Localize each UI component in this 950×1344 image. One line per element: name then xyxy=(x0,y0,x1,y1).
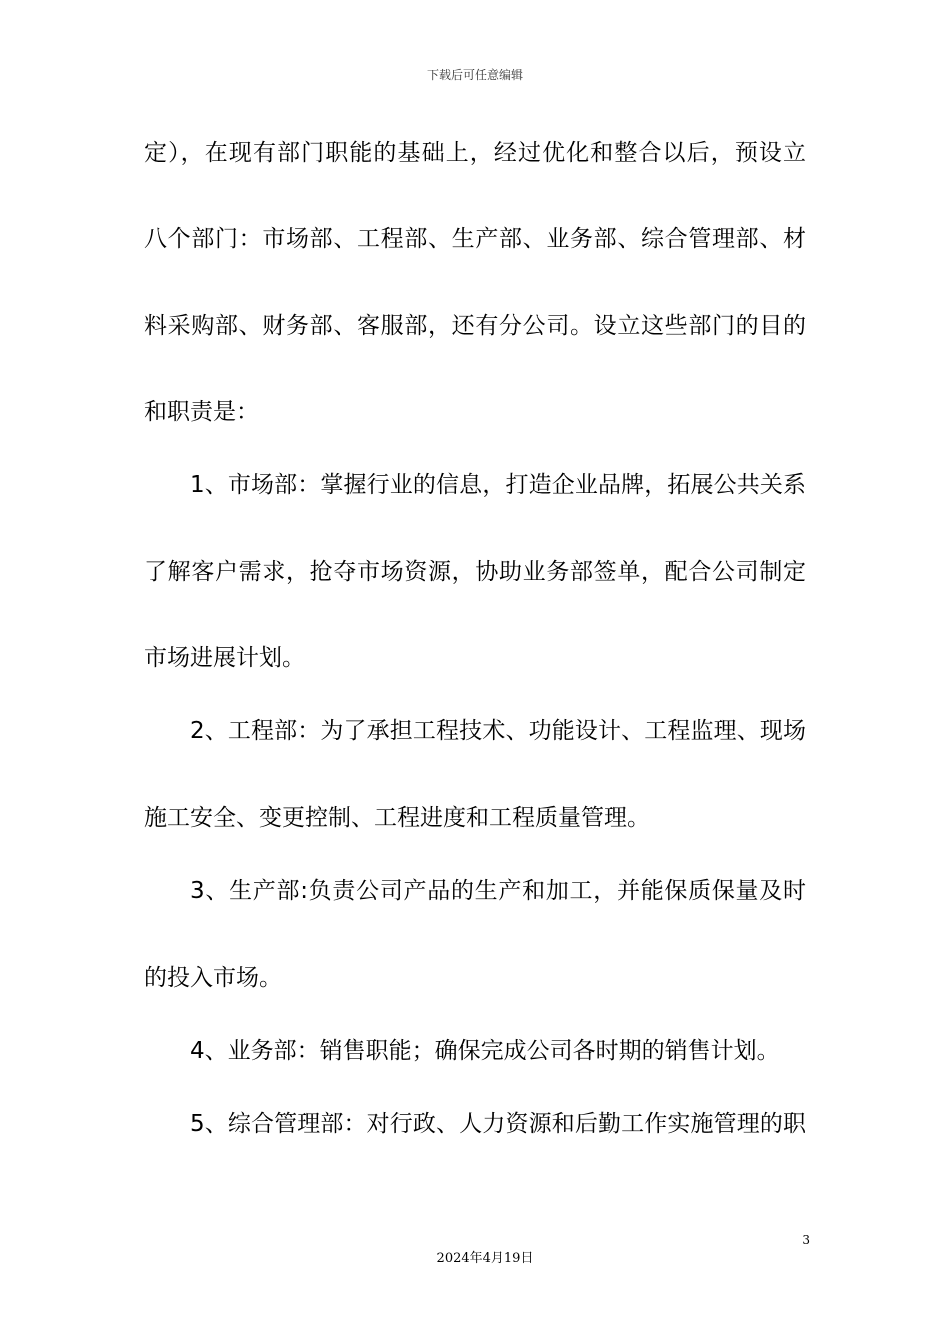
page-number: 3 xyxy=(802,1233,810,1247)
text-line: 5、综合管理部：对行政、人力资源和后勤工作实施管理的职 xyxy=(190,1111,806,1137)
text-line: 市场进展计划。 xyxy=(144,645,305,671)
text-line: 4、业务部：销售职能；确保完成公司各时期的销售计划。 xyxy=(190,1038,780,1064)
page-header-note: 下载后可任意编辑 xyxy=(426,68,523,82)
text-line: 1、市场部：掌握行业的信息，打造企业品牌，拓展公共关系 xyxy=(190,472,806,498)
text-line: 3、生产部:负责公司产品的生产和加工，并能保质保量及时 xyxy=(190,878,806,904)
text-line: 了解客户需求，抢夺市场资源，协助业务部签单，配合公司制定 xyxy=(144,559,806,585)
text-line: 定），在现有部门职能的基础上，经过优化和整合以后，预设立 xyxy=(144,140,806,166)
text-line: 的投入市场。 xyxy=(144,965,282,991)
text-line: 施工安全、变更控制、工程进度和工程质量管理。 xyxy=(144,805,650,831)
footer-date: 2024年4月19日 xyxy=(436,1251,534,1266)
text-line: 2、工程部：为了承担工程技术、功能设计、工程监理、现场 xyxy=(190,718,806,744)
text-line: 八个部门：市场部、工程部、生产部、业务部、综合管理部、材 xyxy=(144,226,806,252)
text-line: 料采购部、财务部、客服部，还有分公司。设立这些部门的目的 xyxy=(144,313,806,339)
text-line: 和职责是： xyxy=(144,399,259,425)
